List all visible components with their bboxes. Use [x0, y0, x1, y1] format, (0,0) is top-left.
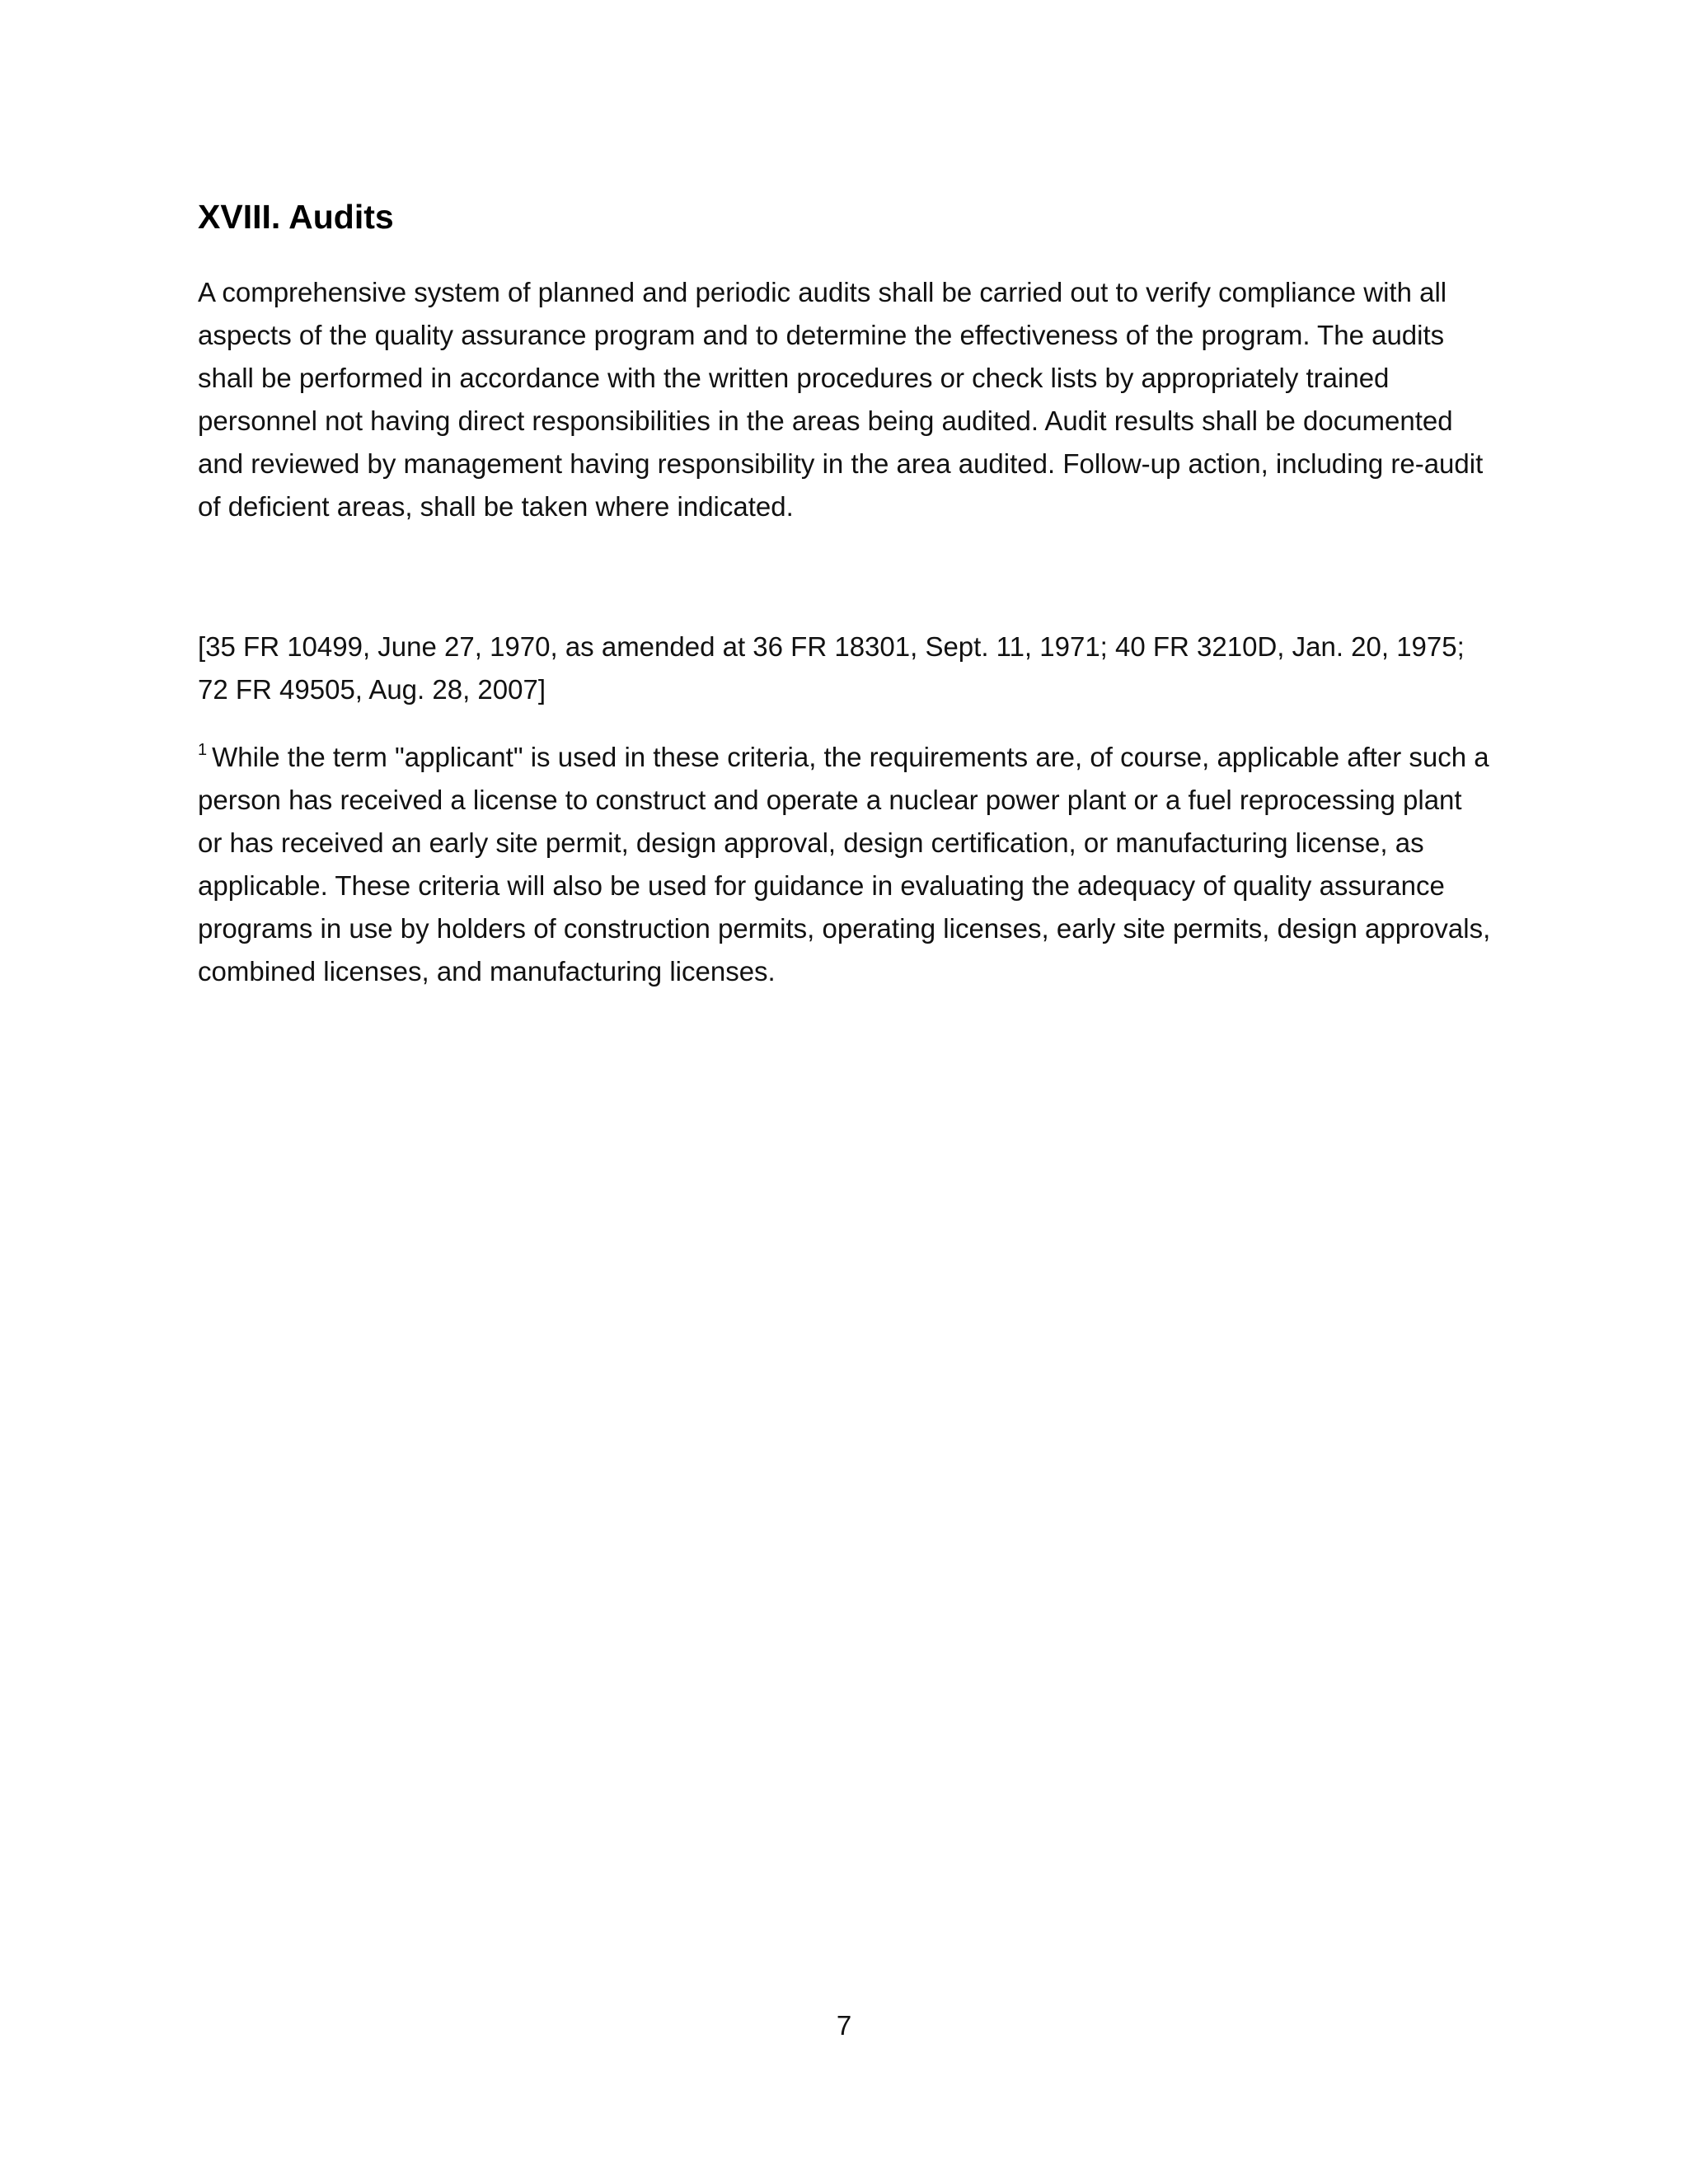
page-number: 7 [836, 2010, 852, 2041]
footnote [198, 736, 1492, 993]
section-heading: XVIII. Audits [198, 198, 394, 236]
regulatory-citation: [35 FR 10499, June 27, 1970, as amended at 36 FR 18301, Sept. 11, 1971; 40 FR 3210D, Jan. 20, 1975; 72 FR 49505, Aug. 28, 2007] [198, 631, 1465, 705]
footnote-marker: 1 [198, 741, 208, 760]
section-body-paragraph: A comprehensive system of planned and periodic audits shall be carried out to verify compliance with all aspects of the quality assurance program and to determine the effectiveness of the program. The audits shall be performed in accordance with the written procedures or check lists by appropriately trained personnel not having direct responsibilities in the areas being audited. Audit results shall be documented and reviewed by management having responsibility in the area audited. Follow-up action, including re-audit of deficient areas, shall be taken where indicated. [198, 277, 1484, 523]
page-content [198, 198, 1492, 993]
footnote-text: While the term "applicant" is used in these criteria, the requirements are, of course, applicable after such a person has received a license to construct and operate a nuclear power plant or a fuel reprocessing plant or has received an early site permit, design approval, design certification, or manufacturing license, as applicable. These criteria will also be used for guidance in evaluating the adequacy of quality assurance programs in use by holders of construction permits, operating licenses, early site permits, design approvals, combined licenses, and manufacturing licenses. [198, 742, 1491, 987]
